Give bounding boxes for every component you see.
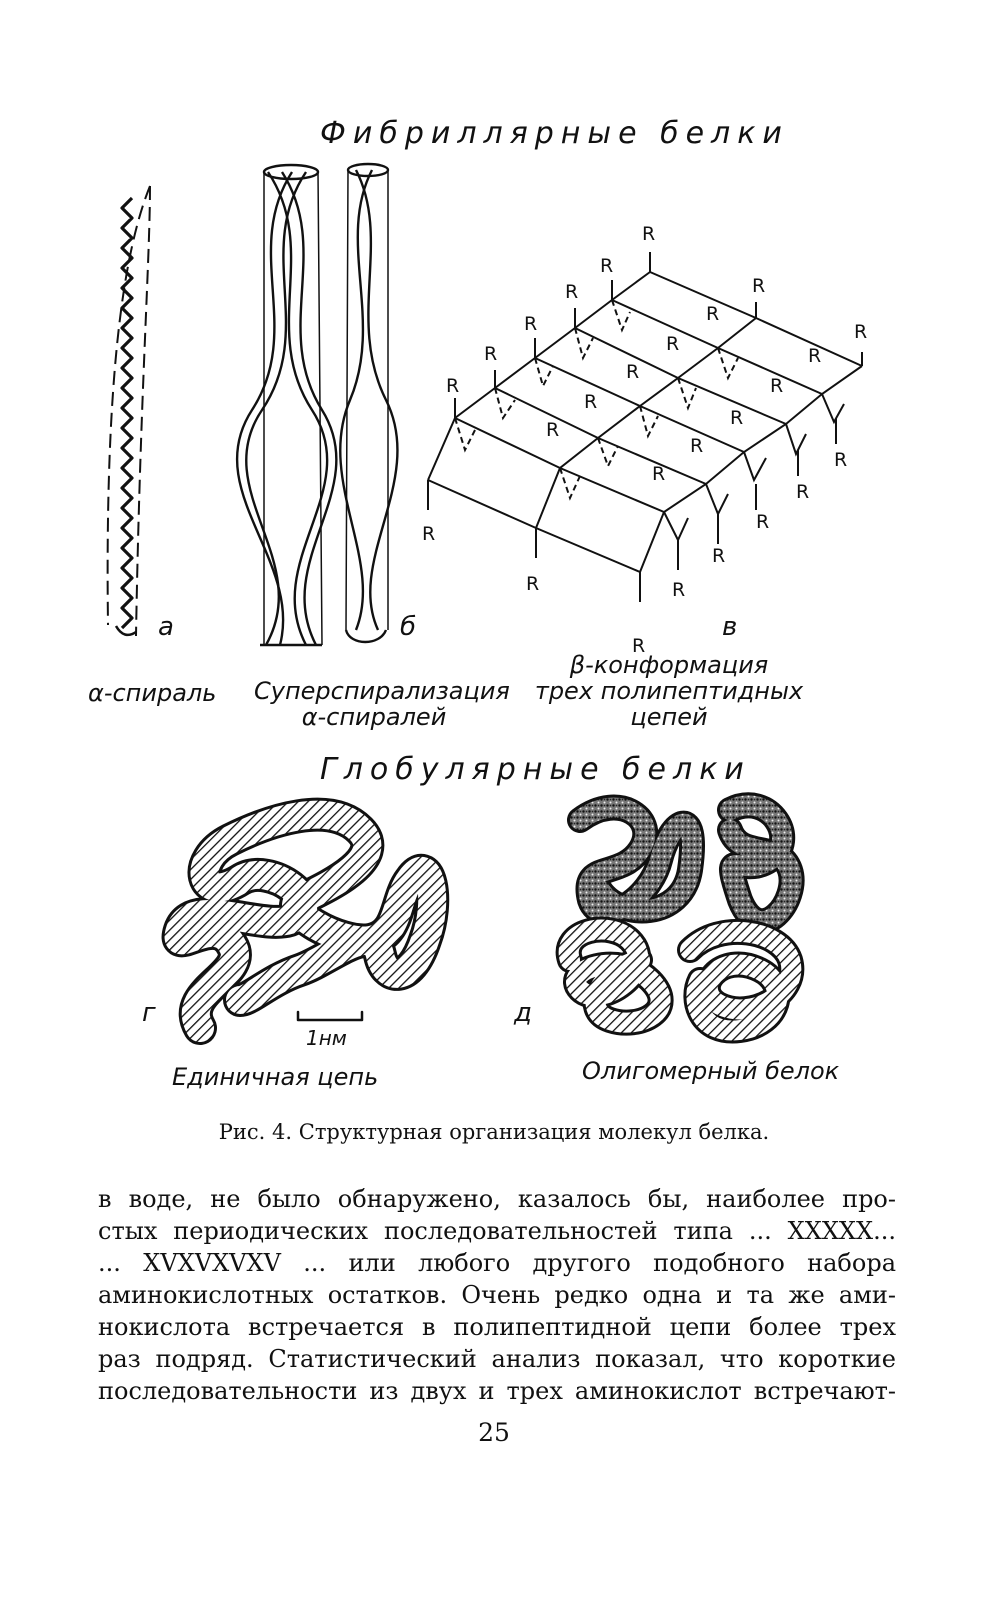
panel-letter-a: а bbox=[158, 612, 174, 642]
caption-supercoil-line1: Суперспирализация bbox=[254, 677, 510, 705]
caption-supercoil bbox=[254, 677, 510, 731]
side-chain-r: R bbox=[524, 313, 538, 335]
globular-heading: Глобулярные белки bbox=[320, 752, 751, 787]
side-chain-labels bbox=[422, 223, 867, 657]
single-chain-drawing bbox=[179, 815, 433, 1028]
caption-beta-line1: β-конформация bbox=[569, 651, 769, 679]
fibrillar-heading: Фибриллярные белки bbox=[320, 116, 789, 151]
body-line: в воде, не было обнаружено, казалось бы, наиболее про- bbox=[98, 1185, 896, 1213]
side-chain-r: R bbox=[690, 435, 704, 457]
side-chain-r: R bbox=[796, 481, 810, 503]
body-line: ... XVXVXVXV ... или любого другого подобного набора bbox=[98, 1249, 896, 1277]
body-line: последовательности из двух и трех аминокислот встречают- bbox=[98, 1377, 896, 1405]
panel-letter-b: б bbox=[400, 612, 417, 642]
caption-alpha-helix: α-спираль bbox=[88, 679, 217, 707]
side-chain-r: R bbox=[565, 281, 579, 303]
side-chain-r: R bbox=[730, 407, 744, 429]
side-chain-r: R bbox=[600, 255, 614, 277]
body-line: аминокислотных остатков. Очень редко одна и та же ами- bbox=[98, 1281, 896, 1309]
body-line: стых периодических последовательностей типа ... XXXXX... bbox=[98, 1217, 896, 1245]
caption-supercoil-line2: α-спиралей bbox=[301, 703, 447, 731]
side-chain-r: R bbox=[752, 275, 766, 297]
beta-sheet-drawing bbox=[428, 252, 862, 602]
page-number: 25 bbox=[478, 1418, 510, 1447]
side-chain-r: R bbox=[854, 321, 868, 343]
caption-beta-line2: трех полипептидных bbox=[534, 677, 804, 705]
side-chain-r: R bbox=[712, 545, 726, 567]
side-chain-r: R bbox=[834, 449, 848, 471]
caption-single-chain: Единичная цепь bbox=[172, 1063, 379, 1091]
side-chain-r: R bbox=[626, 361, 640, 383]
side-chain-r: R bbox=[642, 223, 656, 245]
side-chain-r: R bbox=[446, 375, 460, 397]
side-chain-r: R bbox=[632, 635, 646, 657]
panel-letter-g: г bbox=[142, 998, 156, 1028]
side-chain-r: R bbox=[584, 391, 598, 413]
supercoil-drawing bbox=[237, 164, 397, 645]
side-chain-r: R bbox=[756, 511, 770, 533]
side-chain-r: R bbox=[526, 573, 540, 595]
caption-beta-line3: цепей bbox=[630, 703, 708, 731]
caption-oligomer: Олигомерный белок bbox=[582, 1057, 840, 1085]
alpha-helix-drawing bbox=[108, 186, 150, 636]
caption-beta-sheet bbox=[526, 652, 812, 730]
body-line: раз подряд. Статистический анализ показал, что короткие bbox=[98, 1345, 896, 1373]
side-chain-r: R bbox=[808, 345, 822, 367]
side-chain-r: R bbox=[666, 333, 680, 355]
body-text bbox=[98, 1183, 896, 1407]
side-chain-r: R bbox=[546, 419, 560, 441]
side-chain-r: R bbox=[706, 303, 720, 325]
body-line: нокислота встречается в полипептидной цепи более трех bbox=[98, 1313, 896, 1341]
oligomer-drawing bbox=[569, 805, 792, 1030]
side-chain-r: R bbox=[672, 579, 686, 601]
side-chain-r: R bbox=[484, 343, 498, 365]
panel-letter-d: д bbox=[514, 998, 532, 1028]
panel-letter-v: в bbox=[722, 612, 738, 642]
side-chain-r: R bbox=[422, 523, 436, 545]
figure-caption: Рис. 4. Структурная организация молекул белка. bbox=[218, 1120, 770, 1144]
scale-bar-label: 1нм bbox=[306, 1026, 347, 1050]
side-chain-r: R bbox=[652, 463, 666, 485]
side-chain-r: R bbox=[770, 375, 784, 397]
